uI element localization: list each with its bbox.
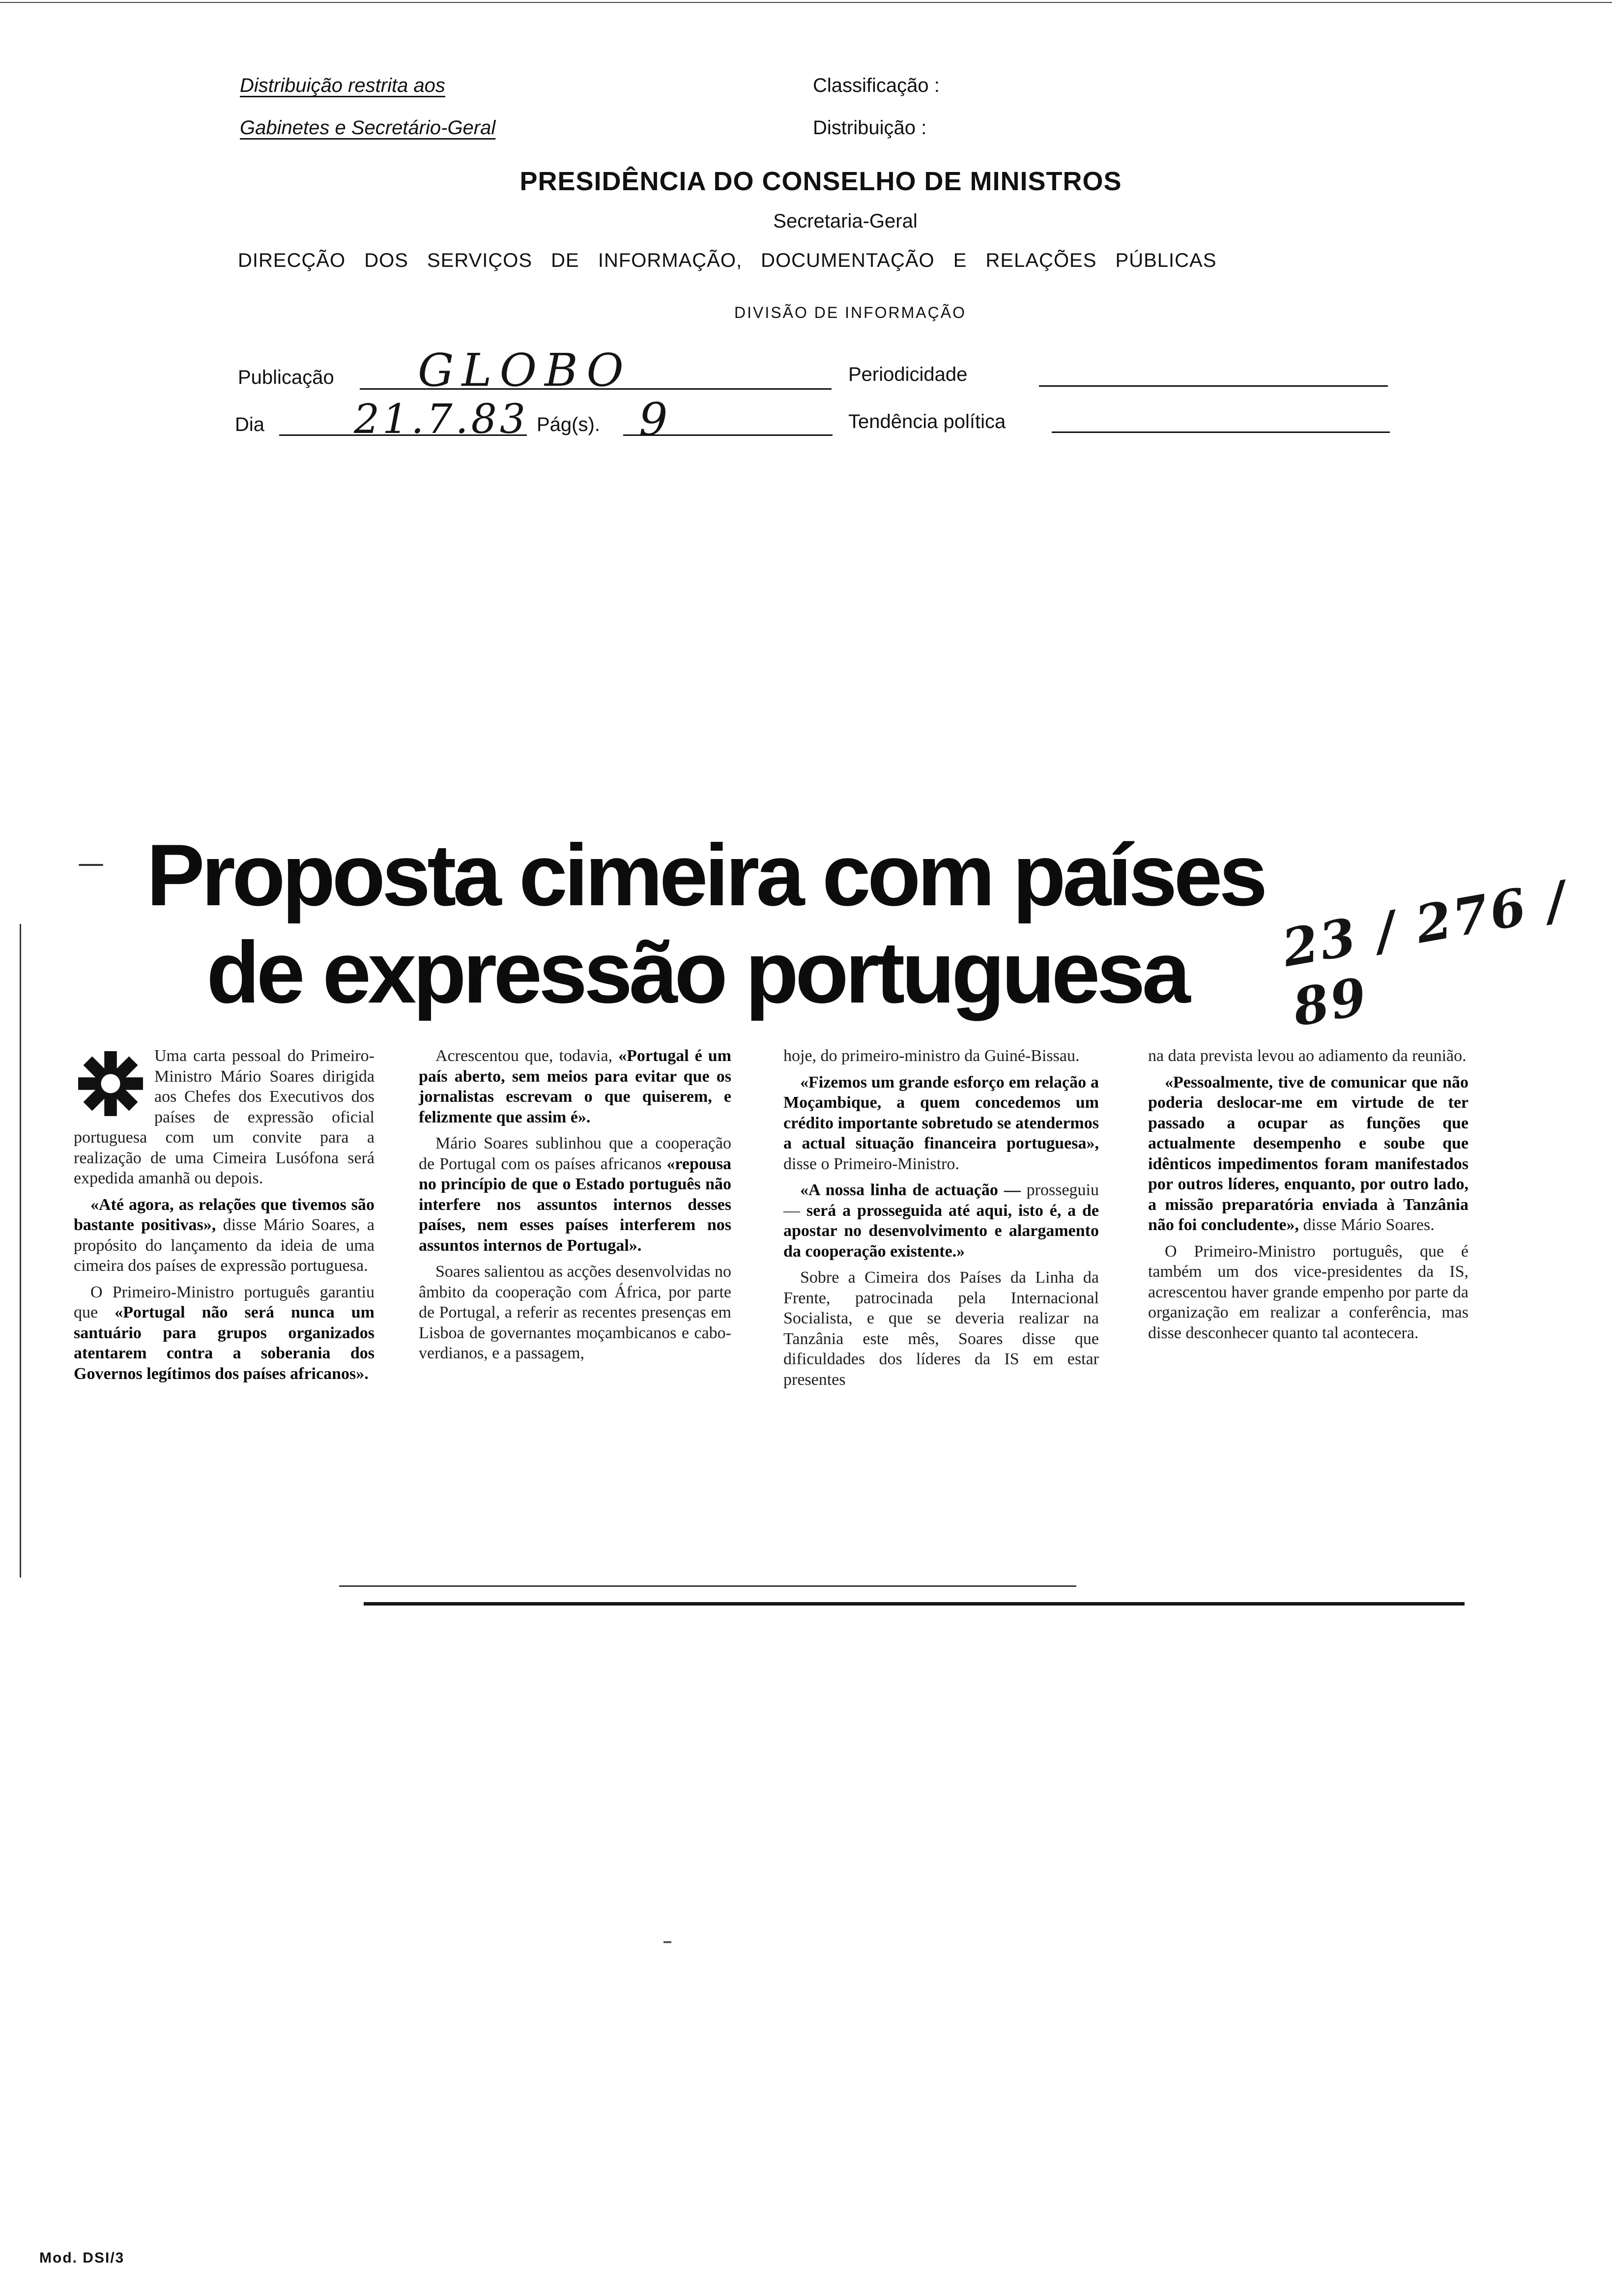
tendencia-label: Tendência política bbox=[848, 411, 1006, 432]
divisao-line: DIVISÃO DE INFORMAÇÃO bbox=[734, 304, 966, 321]
col3-paragraph-4: Sobre a Cimeira dos Países da Linha da Frente, patrocinada pela Internacional Socialista, e que se deveria realizar na Tanzânia este mês, Soares disse que dificuldades dos líderes da IS em estar presentes bbox=[783, 1268, 1099, 1389]
dia-handwritten: 21.7.83 bbox=[354, 396, 528, 443]
scan-mark bbox=[79, 864, 103, 866]
scan-speck bbox=[663, 1941, 671, 1943]
col3-paragraph-3: prosseguiu — bbox=[783, 1181, 1099, 1220]
col2-quote-1: «Portugal é um país aberto, sem meios para evitar que os jornalistas escrevam o que quiserem, e felizmente que assim é». bbox=[419, 1047, 732, 1126]
col1-paragraph-1: Uma carta pessoal do Primeiro-Ministro Mário Soares dirigida aos Chefes dos Executivos dos países de expressão oficial portuguesa com um convite para a realização de uma Cimeira Lusófona será expedida amanhã ou depois. bbox=[74, 1047, 374, 1187]
direccao-line: DIRECÇÃO DOS SERVIÇOS DE INFORMAÇÃO, DOCUMENTAÇÃO E RELAÇÕES PÚBLICAS bbox=[238, 250, 1217, 271]
clipping-bottom-rule-thin bbox=[339, 1585, 1076, 1587]
scan-edge-line bbox=[0, 2, 1612, 3]
col1-paragraph-2: disse Mário Soares, a propósito do lançamento da ideia de uma cimeira dos países de expressão portuguesa. bbox=[74, 1216, 374, 1275]
col4-paragraph-3: O Primeiro-Ministro português, que é também um dos vice-presidentes da IS, acrescentou haver grande empenho por parte da organização em realizar a conferência, mas disse desconhecer quanto tal acontecera. bbox=[1148, 1242, 1468, 1342]
col3-paragraph-2: disse o Primeiro-Ministro. bbox=[783, 1154, 959, 1173]
article-column-1 bbox=[74, 1046, 374, 1390]
classificacao-label: Classificação : bbox=[813, 75, 940, 96]
col1-quote-2: «Portugal não será nunca um santuário para grupos organizados atentarem contra a soberania dos Governos legítimos dos países africanos». bbox=[74, 1303, 374, 1383]
col4-quote-1: «Pessoalmente, tive de comunicar que não poderia deslocar-me em virtude de ter passado a ocupar as funções que actualmente desempenho e soube que idênticos impedimentos foram manifestados por outros líderes, enquanto, por outro lado, a missão preparatória enviada à Tanzânia não foi concludente», bbox=[1148, 1073, 1468, 1234]
col4-paragraph-2: disse Mário Soares. bbox=[1298, 1216, 1435, 1234]
handwritten-reference: 23 / 276 / 89 bbox=[1278, 869, 1572, 1038]
publicacao-label: Publicação bbox=[238, 367, 334, 388]
restricted-distribution-line2: Gabinetes e Secretário-Geral bbox=[240, 117, 496, 139]
org-subtitle: Secretaria-Geral bbox=[773, 210, 918, 232]
col2-paragraph-3: Soares salientou as acções desenvolvidas no âmbito da cooperação com África, por parte de Portugal, a referir as recentes presenças em Lisboa de governantes moçambicanos e cabo-verdianos, e a passagem, bbox=[419, 1263, 731, 1362]
col1-quote-1: «Até agora, as relações que tivemos são bastante positivas», bbox=[74, 1195, 374, 1234]
article-column-2 bbox=[419, 1046, 731, 1370]
col3-quote-1: «Fizemos um grande esforço em relação a Moçambique, a quem concedemos um crédito importante sobretudo se atendermos a actual situação financeira portuguesa», bbox=[783, 1073, 1099, 1152]
tendencia-fill-line bbox=[1052, 431, 1390, 433]
asterisk-dropcap-icon bbox=[74, 1047, 147, 1120]
col2-paragraph-1: Acrescentou que, todavia, bbox=[435, 1047, 619, 1065]
publicacao-handwritten: GLOBO bbox=[418, 344, 632, 397]
col3-paragraph-1: hoje, do primeiro-ministro da Guiné-Bissau. bbox=[783, 1047, 1080, 1065]
headline-line2: de expressão portuguesa bbox=[206, 923, 1187, 1021]
periodicidade-fill-line bbox=[1039, 385, 1388, 387]
col4-paragraph-1: na data prevista levou ao adiamento da reunião. bbox=[1148, 1047, 1467, 1065]
restricted-distribution-line1: Distribuição restrita aos bbox=[240, 75, 445, 96]
col3-quote-2b: será a prosseguida até aqui, isto é, a de apostar no desenvolvimento e alargamento da cooperação existente.» bbox=[783, 1201, 1099, 1261]
pags-handwritten: 9 bbox=[639, 393, 668, 446]
clipping-bottom-rule bbox=[364, 1602, 1465, 1606]
form-code: Mod. DSI/3 bbox=[39, 2250, 125, 2266]
org-title: PRESIDÊNCIA DO CONSELHO DE MINISTROS bbox=[519, 167, 1122, 196]
article-column-3 bbox=[783, 1046, 1099, 1396]
distribuicao-label: Distribuição : bbox=[813, 117, 927, 139]
clipping-left-edge bbox=[20, 924, 21, 1578]
periodicidade-label: Periodicidade bbox=[848, 364, 968, 385]
col2-quote-2: «repousa no princípio de que o Estado português não interfere nos assuntos internos desses países, nem esses países interferem nos assuntos internos de Portugal». bbox=[419, 1154, 731, 1255]
headline-line1: Proposta cimeira com países bbox=[146, 826, 1265, 924]
dia-label: Dia bbox=[235, 414, 265, 435]
article-column-4 bbox=[1148, 1046, 1468, 1349]
col1-paragraph-3: O Primeiro-Ministro português garantiu que bbox=[74, 1283, 374, 1321]
pags-label: Pág(s). bbox=[537, 414, 600, 435]
col3-quote-2a: «A nossa linha de actuação — bbox=[800, 1181, 1021, 1199]
col2-paragraph-2: Mário Soares sublinhou que a cooperação de Portugal com os países africanos bbox=[419, 1134, 731, 1173]
